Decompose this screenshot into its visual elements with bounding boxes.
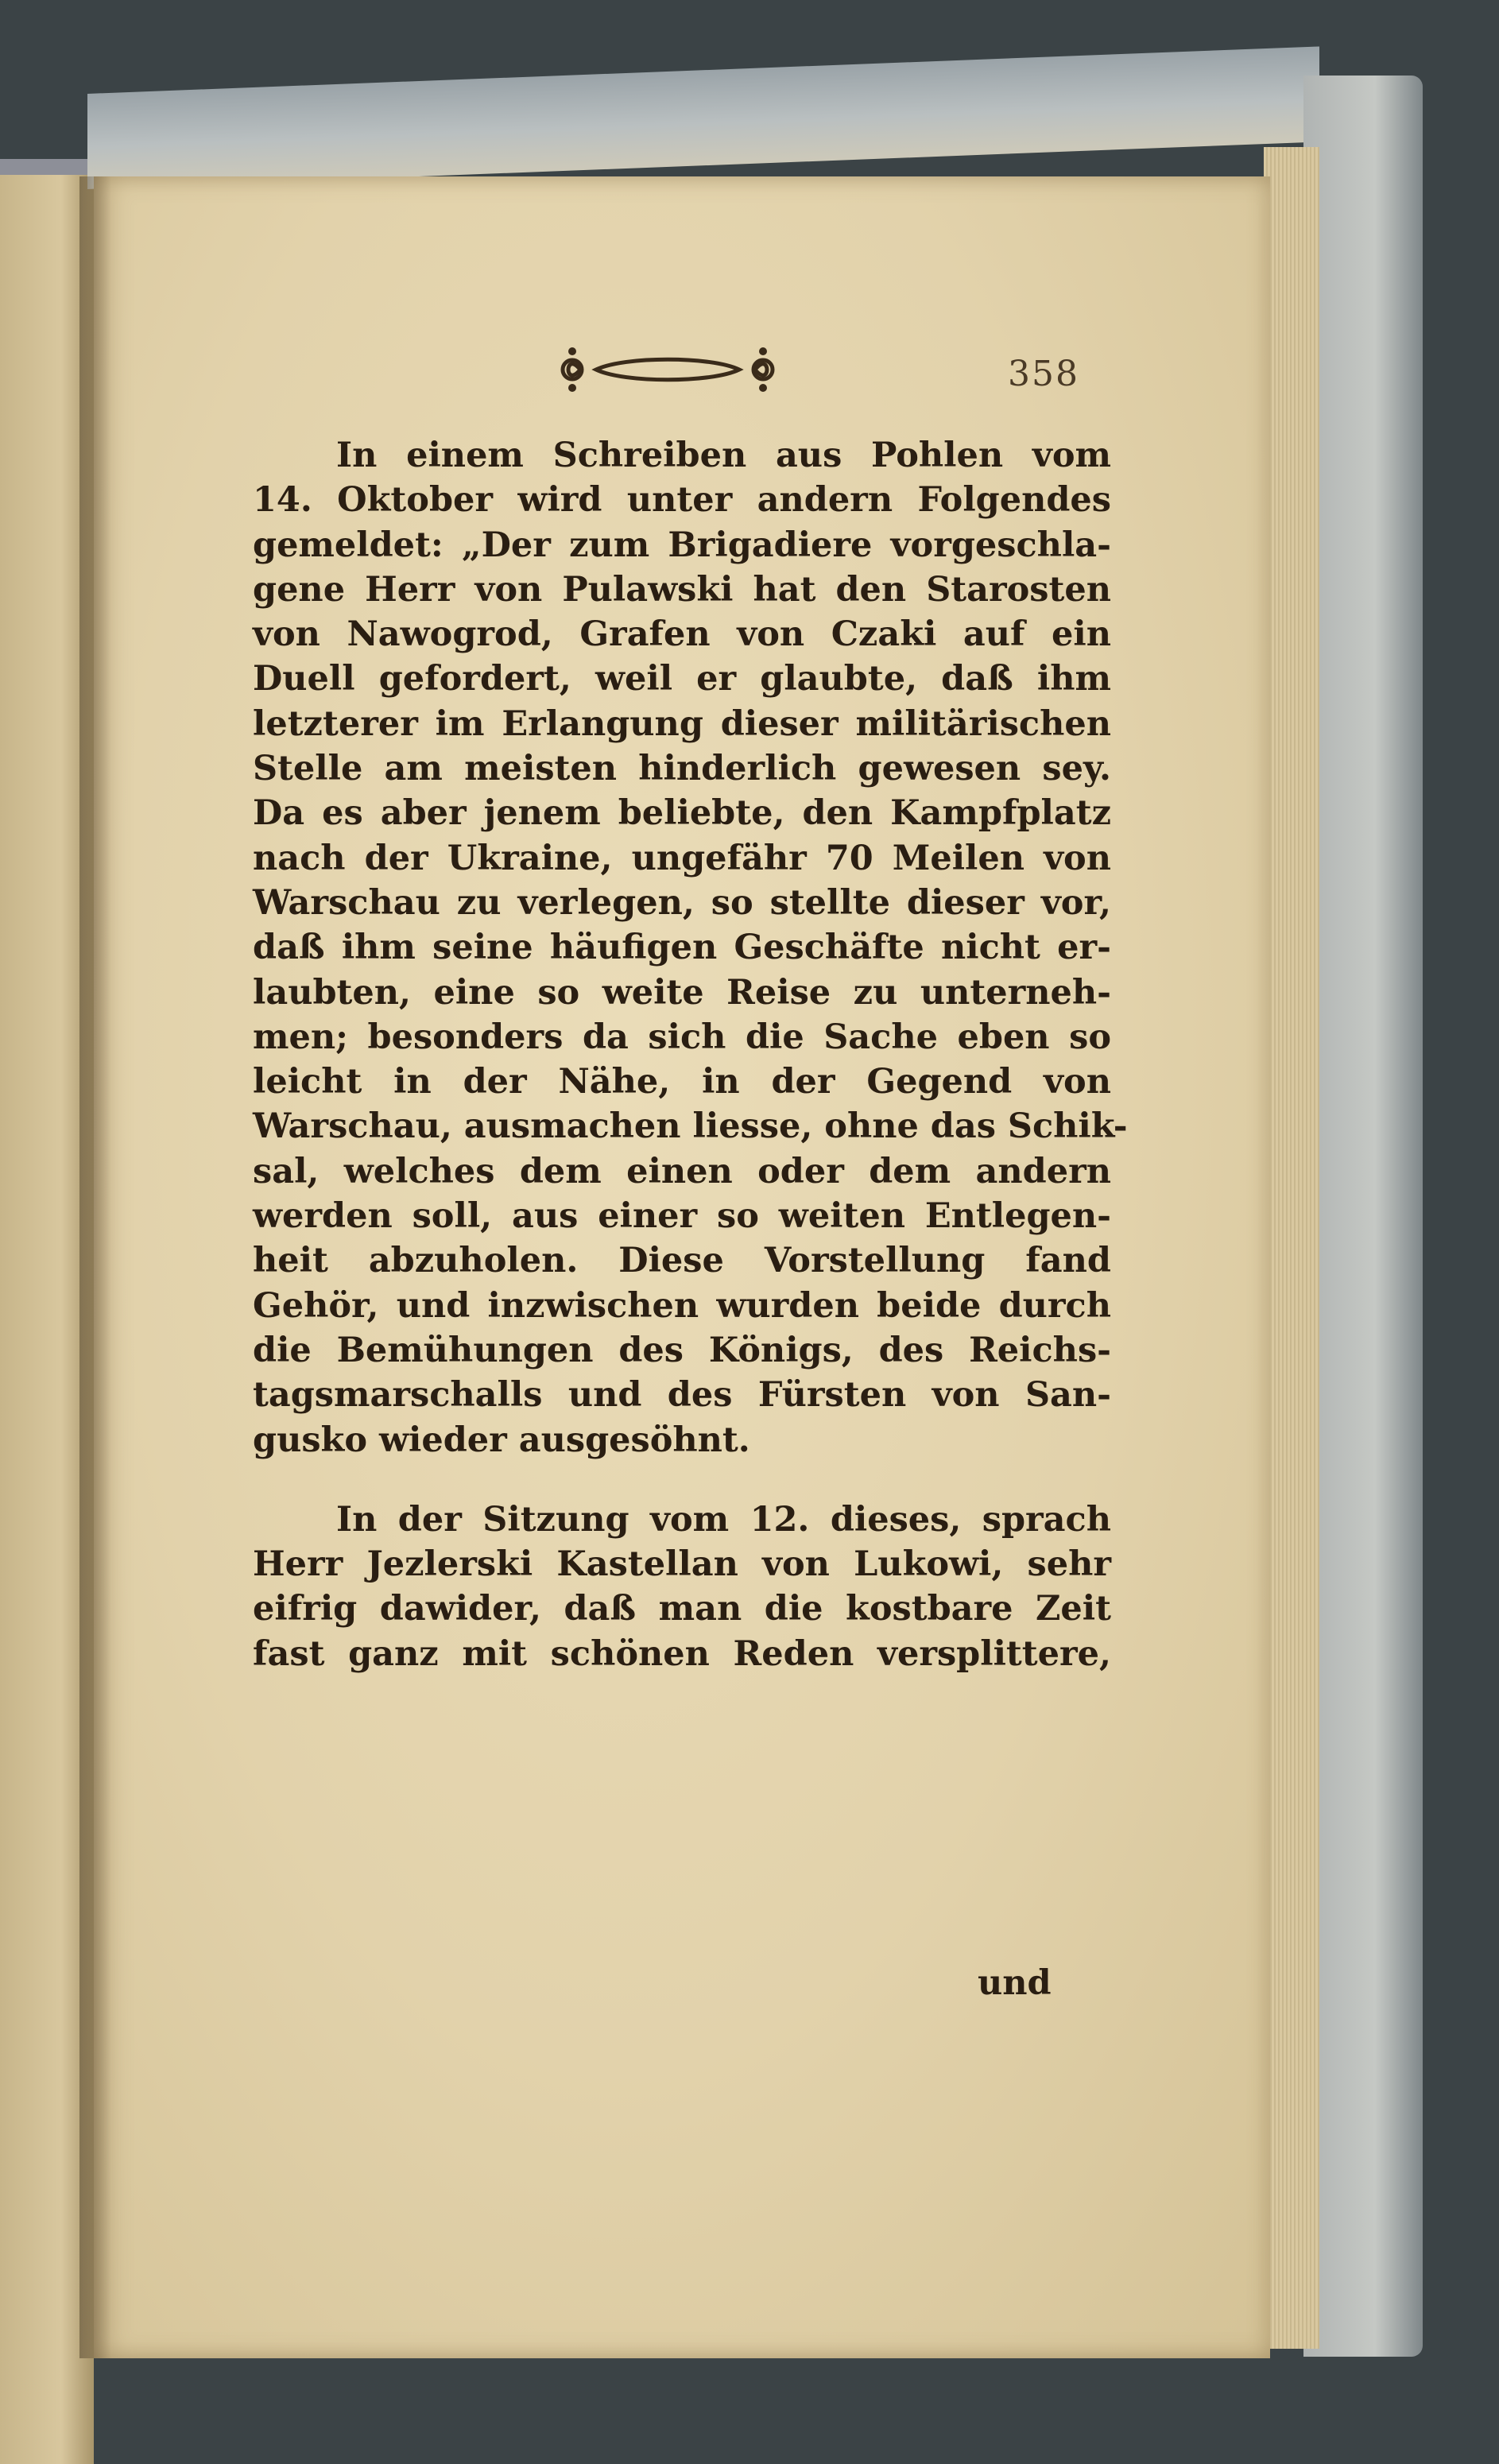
text-line: Herr Jezlerski Kastellan von Lukowi, sehr	[253, 1544, 1111, 1585]
page-number: 358	[1008, 354, 1079, 394]
body-text	[253, 433, 1128, 1676]
paragraph	[253, 433, 1128, 1463]
text-line: daß ihm seine häufigen Geschäfte nicht er-	[253, 928, 1111, 968]
text-line: gemeldet: „Der zum Brigadiere vorgeschla-	[253, 525, 1111, 565]
text-line: werden soll, aus einer so weiten Entlegen-	[253, 1196, 1111, 1237]
text-line: In der Sitzung vom 12. dieses, sprach	[336, 1499, 1111, 1540]
text-line: die Bemühungen des Königs, des Reichs-	[253, 1330, 1111, 1370]
text-line: tagsmarschalls und des Fürsten von San-	[253, 1375, 1111, 1416]
text-line: von Nawogrod, Grafen von Czaki auf ein	[253, 614, 1111, 655]
text-line: gene Herr von Pulawski hat den Starosten	[253, 569, 1111, 610]
text-line: nach der Ukraine, ungefähr 70 Meilen von	[253, 838, 1111, 878]
book-cover-top	[87, 46, 1319, 189]
gutter-shadow	[79, 176, 111, 2358]
paragraph-gap	[253, 1463, 1111, 1497]
text-line: sal, welches dem einen oder dem andern	[253, 1151, 1111, 1191]
text-line: leicht in der Nähe, in der Gegend von	[253, 1062, 1111, 1102]
book-cover-right	[1303, 76, 1423, 2357]
text-line: Duell gefordert, weil er glaubte, daß ihm	[253, 659, 1111, 699]
text-line: Gehör, und inzwischen wurden beide durch	[253, 1285, 1111, 1326]
page-edges	[1264, 147, 1319, 2349]
text-line: fast ganz mit schönen Reden versplittere,	[253, 1633, 1111, 1674]
paragraph	[253, 1497, 1111, 1676]
text-line: Da es aber jenem beliebte, den Kampfplatz	[253, 793, 1111, 834]
text-line: letzterer im Erlangung dieser militärischen	[253, 703, 1111, 744]
text-line: eifrig dawider, daß man die kostbare Zeit	[253, 1589, 1111, 1629]
text-line: Warschau zu verlegen, so stellte dieser vor,	[253, 882, 1111, 923]
text-line: 14. Oktober wird unter andern Folgendes	[253, 480, 1111, 521]
text-line: Stelle am meisten hinderlich gewesen sey.	[253, 749, 1111, 789]
text-line: laubten, eine so weite Reise zu unterneh-	[253, 972, 1111, 1013]
text-line: gusko wieder ausgesöhnt.	[253, 1420, 750, 1460]
printer-ornament-icon	[548, 342, 787, 397]
text-line: men; besonders da sich die Sache eben so	[253, 1017, 1111, 1057]
catchword: und	[978, 1963, 1052, 2003]
text-line: In einem Schreiben aus Pohlen vom	[336, 436, 1111, 475]
text-line: Warschau, ausmachen liesse, ohne das Schik-	[253, 1106, 1128, 1147]
text-line: heit abzuholen. Diese Vorstellung fand	[253, 1241, 1111, 1281]
